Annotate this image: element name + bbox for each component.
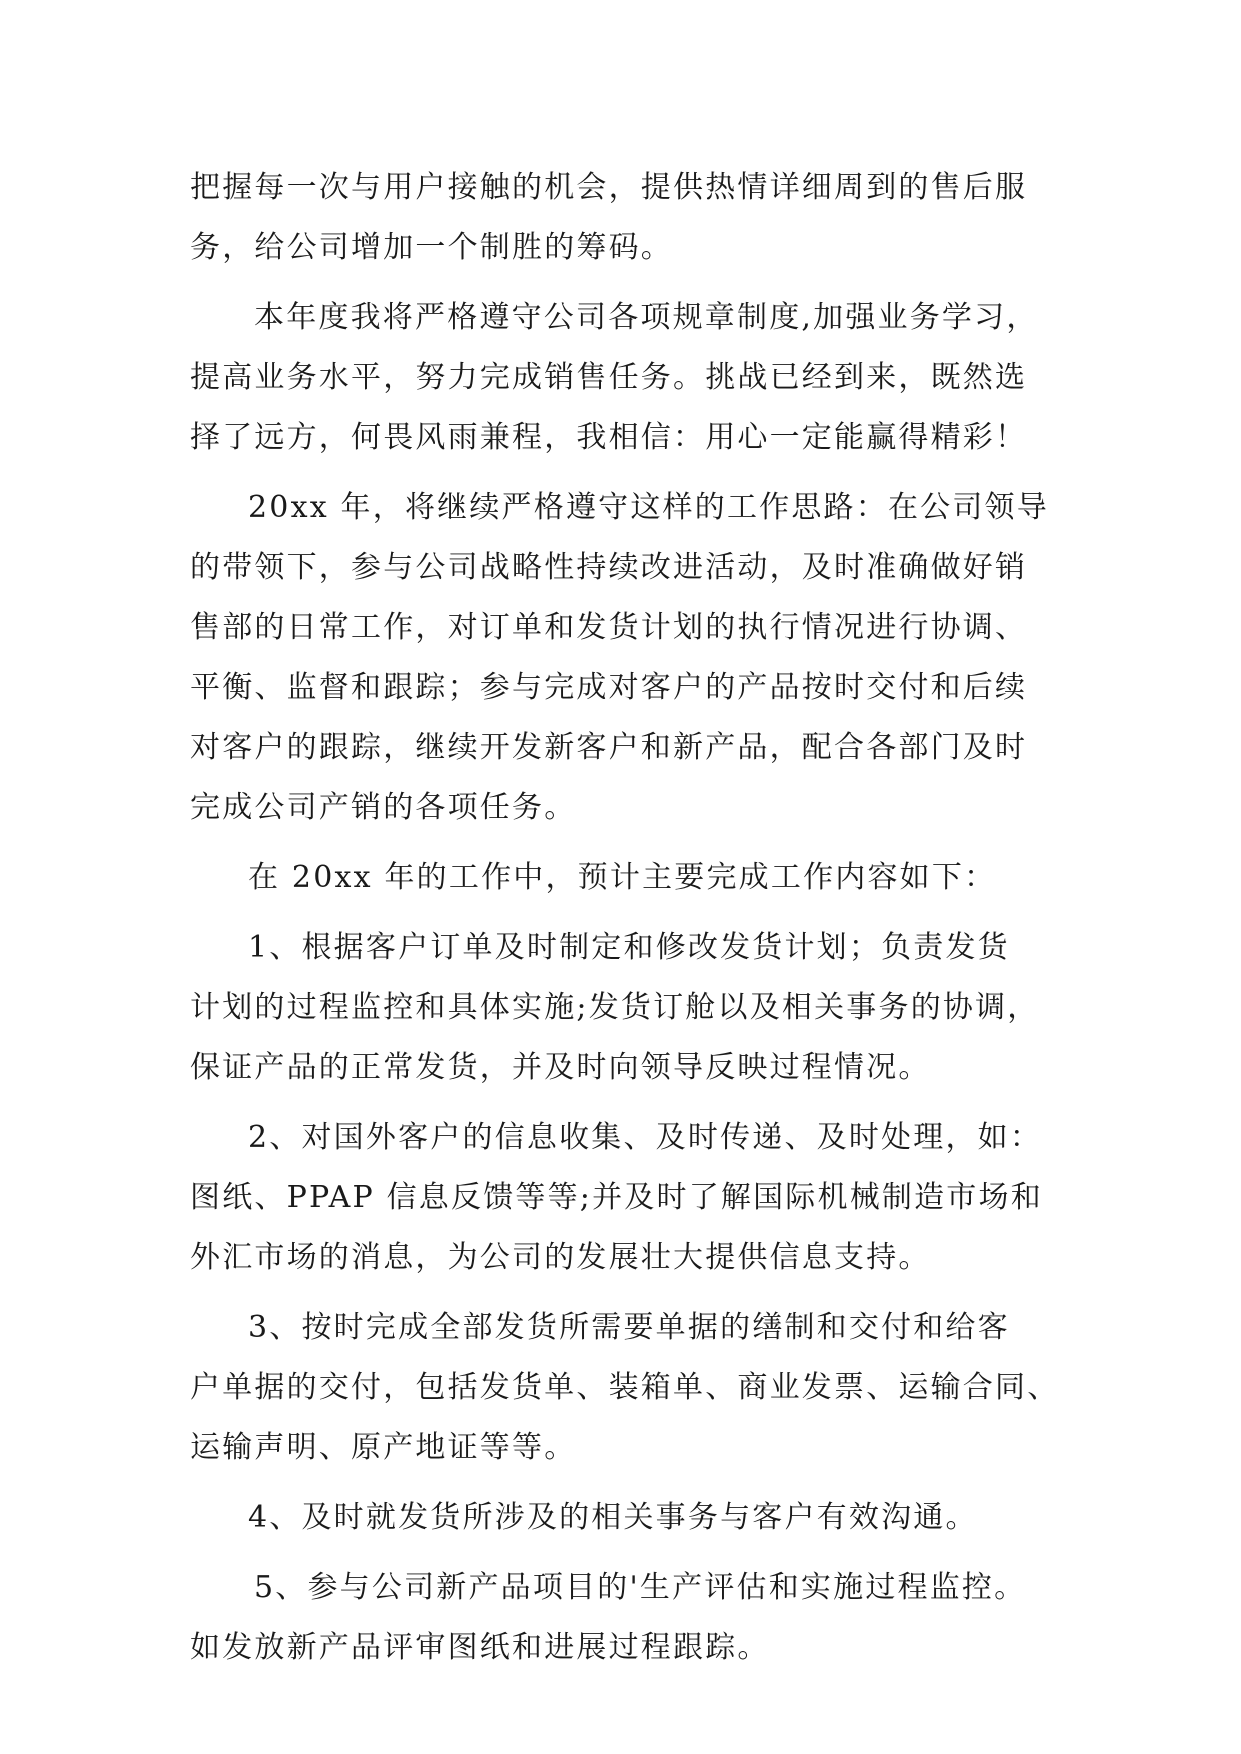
text-line: 计划的过程监控和具体实施;发货订舱以及相关事务的协调，	[190, 990, 1040, 1025]
paragraph-item-1	[190, 918, 1090, 1098]
text-line: 平衡、监督和跟踪；参与完成对客户的产品按时交付和后续	[190, 670, 1028, 705]
text-line: 20xx 年，将继续严格遵守这样的工作思路：在公司领导	[248, 490, 1049, 525]
text-line: 售部的日常工作，对订单和发货计划的执行情况进行协调、	[190, 610, 1028, 645]
text-line: 提高业务水平，努力完成销售任务。挑战已经到来，既然选	[190, 360, 1028, 395]
text-line: 保证产品的正常发货，并及时向领导反映过程情况。	[190, 1050, 931, 1085]
text-line: 如发放新产品评审图纸和进展过程跟踪。	[190, 1630, 770, 1665]
text-line: 运输声明、原产地证等等。	[190, 1430, 577, 1465]
paragraph-item-5	[190, 1558, 1090, 1678]
paragraph-item-2	[190, 1108, 1090, 1288]
paragraph-service-continued	[190, 158, 1090, 278]
text-line: 5、参与公司新产品项目的'生产评估和实施过程监控。	[254, 1570, 1027, 1605]
text-line: 完成公司产销的各项任务。	[190, 790, 577, 825]
text-line: 2、对国外客户的信息收集、及时传递、及时处理，如：	[248, 1120, 1043, 1155]
document-body	[190, 158, 1090, 1678]
text-line: 3、按时完成全部发货所需要单据的缮制和交付和给客	[248, 1310, 1010, 1345]
text-line: 图纸、PPAP 信息反馈等等;并及时了解国际机械制造市场和	[190, 1180, 1043, 1215]
text-line: 择了远方，何畏风雨兼程，我相信：用心一定能赢得精彩！	[190, 420, 1028, 455]
text-line: 户单据的交付，包括发货单、装箱单、商业发票、运输合同、	[190, 1370, 1060, 1405]
paragraph-work-approach	[190, 478, 1090, 838]
paragraph-item-4	[190, 1488, 1090, 1548]
paragraph-this-year	[190, 288, 1090, 468]
text-line: 把握每一次与用户接触的机会，提供热情详细周到的售后服	[190, 170, 1028, 205]
text-line: 本年度我将严格遵守公司各项规章制度,加强业务学习，	[254, 300, 1039, 335]
text-line: 务，给公司增加一个制胜的筹码。	[190, 230, 673, 265]
text-line: 对客户的跟踪，继续开发新客户和新产品，配合各部门及时	[190, 730, 1028, 765]
paragraph-item-3	[190, 1298, 1090, 1478]
text-line: 4、及时就发货所涉及的相关事务与客户有效沟通。	[248, 1500, 978, 1535]
text-line: 的带领下，参与公司战略性持续改进活动，及时准确做好销	[190, 550, 1028, 585]
text-line: 在 20xx 年的工作中，预计主要完成工作内容如下：	[248, 860, 997, 895]
paragraph-intro	[190, 848, 1090, 908]
text-line: 外汇市场的消息，为公司的发展壮大提供信息支持。	[190, 1240, 931, 1275]
text-line: 1、根据客户订单及时制定和修改发货计划；负责发货	[248, 930, 1010, 965]
